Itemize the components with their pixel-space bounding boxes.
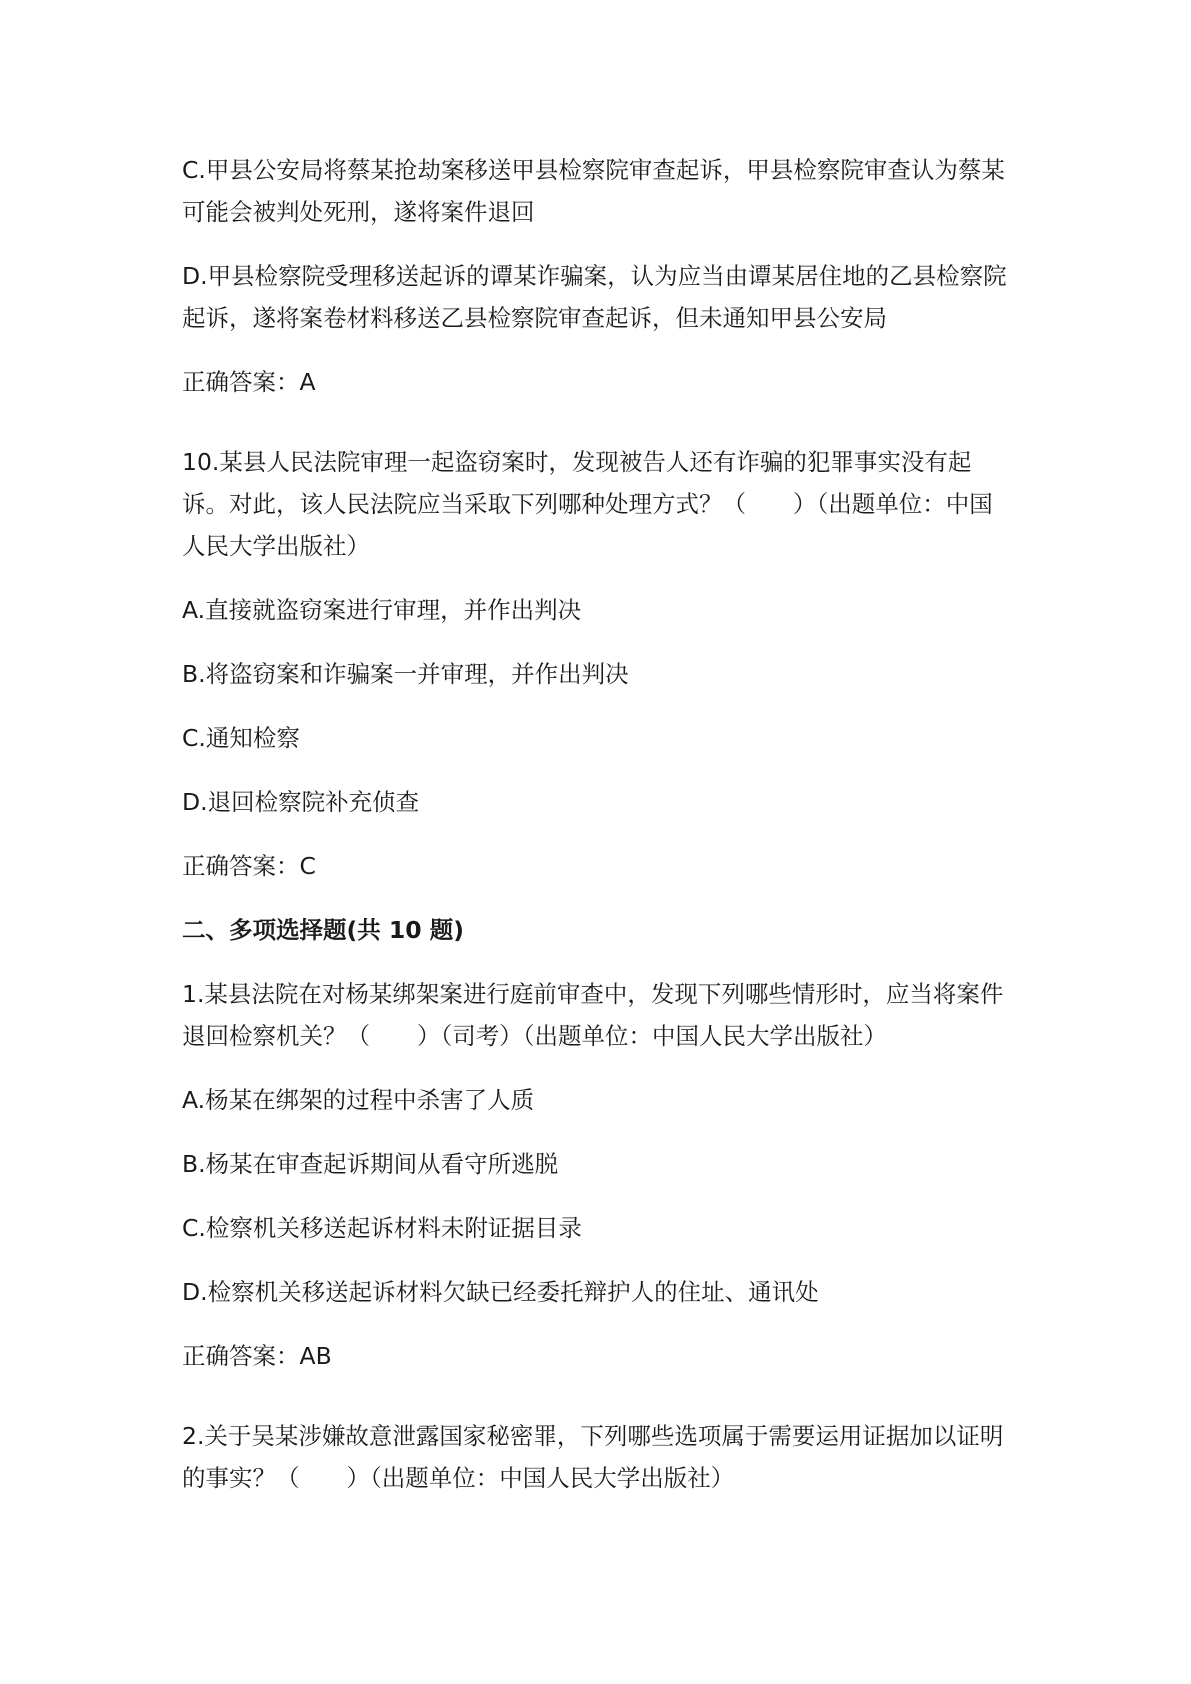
question-10-option-d: D.退回检察院补充侦查	[182, 788, 420, 816]
multi-question-2-stem: 2.关于吴某涉嫌故意泄露国家秘密罪，下列哪些选项属于需要运用证据加以证明的事实？（ ）（出题单位：中国人民大学出版社）	[182, 1422, 1004, 1492]
multi-question-1-option-d: D.检察机关移送起诉材料欠缺已经委托辩护人的住址、通讯处	[182, 1278, 819, 1306]
multi-question-1-option-a: A.杨某在绑架的过程中杀害了人质	[182, 1086, 535, 1114]
question-10-option-c: C.通知检察	[182, 724, 300, 752]
multi-question-1-answer: 正确答案：AB	[182, 1342, 332, 1370]
document-page	[182, 149, 1012, 1499]
multi-question-1-option-c: C.检察机关移送起诉材料未附证据目录	[182, 1214, 582, 1242]
multi-question-1-stem: 1.某县法院在对杨某绑架案进行庭前审查中，发现下列哪些情形时，应当将案件退回检察机关？（ ）（司考）（出题单位：中国人民大学出版社）	[182, 980, 1004, 1050]
question-10-stem: 10.某县人民法院审理一起盗窃案时，发现被告人还有诈骗的犯罪事实没有起诉。对此，该人民法院应当采取下列哪种处理方式？（ ）（出题单位：中国人民大学出版社）	[182, 448, 993, 560]
question-9-option-d: D.甲县检察院受理移送起诉的谭某诈骗案，认为应当由谭某居住地的乙县检察院起诉，遂将案卷材料移送乙县检察院审查起诉，但未通知甲县公安局	[182, 262, 1007, 332]
question-9-option-c: C.甲县公安局将蔡某抢劫案移送甲县检察院审查起诉，甲县检察院审查认为蔡某可能会被判处死刑，遂将案件退回	[182, 156, 1005, 226]
multi-question-1-option-b: B.杨某在审查起诉期间从看守所逃脱	[182, 1150, 559, 1178]
question-10-option-b: B.将盗窃案和诈骗案一并审理，并作出判决	[182, 660, 629, 688]
question-10-answer: 正确答案：C	[182, 852, 316, 880]
question-10-option-a: A.直接就盗窃案进行审理，并作出判决	[182, 596, 582, 624]
section-heading-multiple-choice: 二、多项选择题(共 10 题)	[182, 916, 465, 944]
question-9-answer: 正确答案：A	[182, 368, 316, 396]
